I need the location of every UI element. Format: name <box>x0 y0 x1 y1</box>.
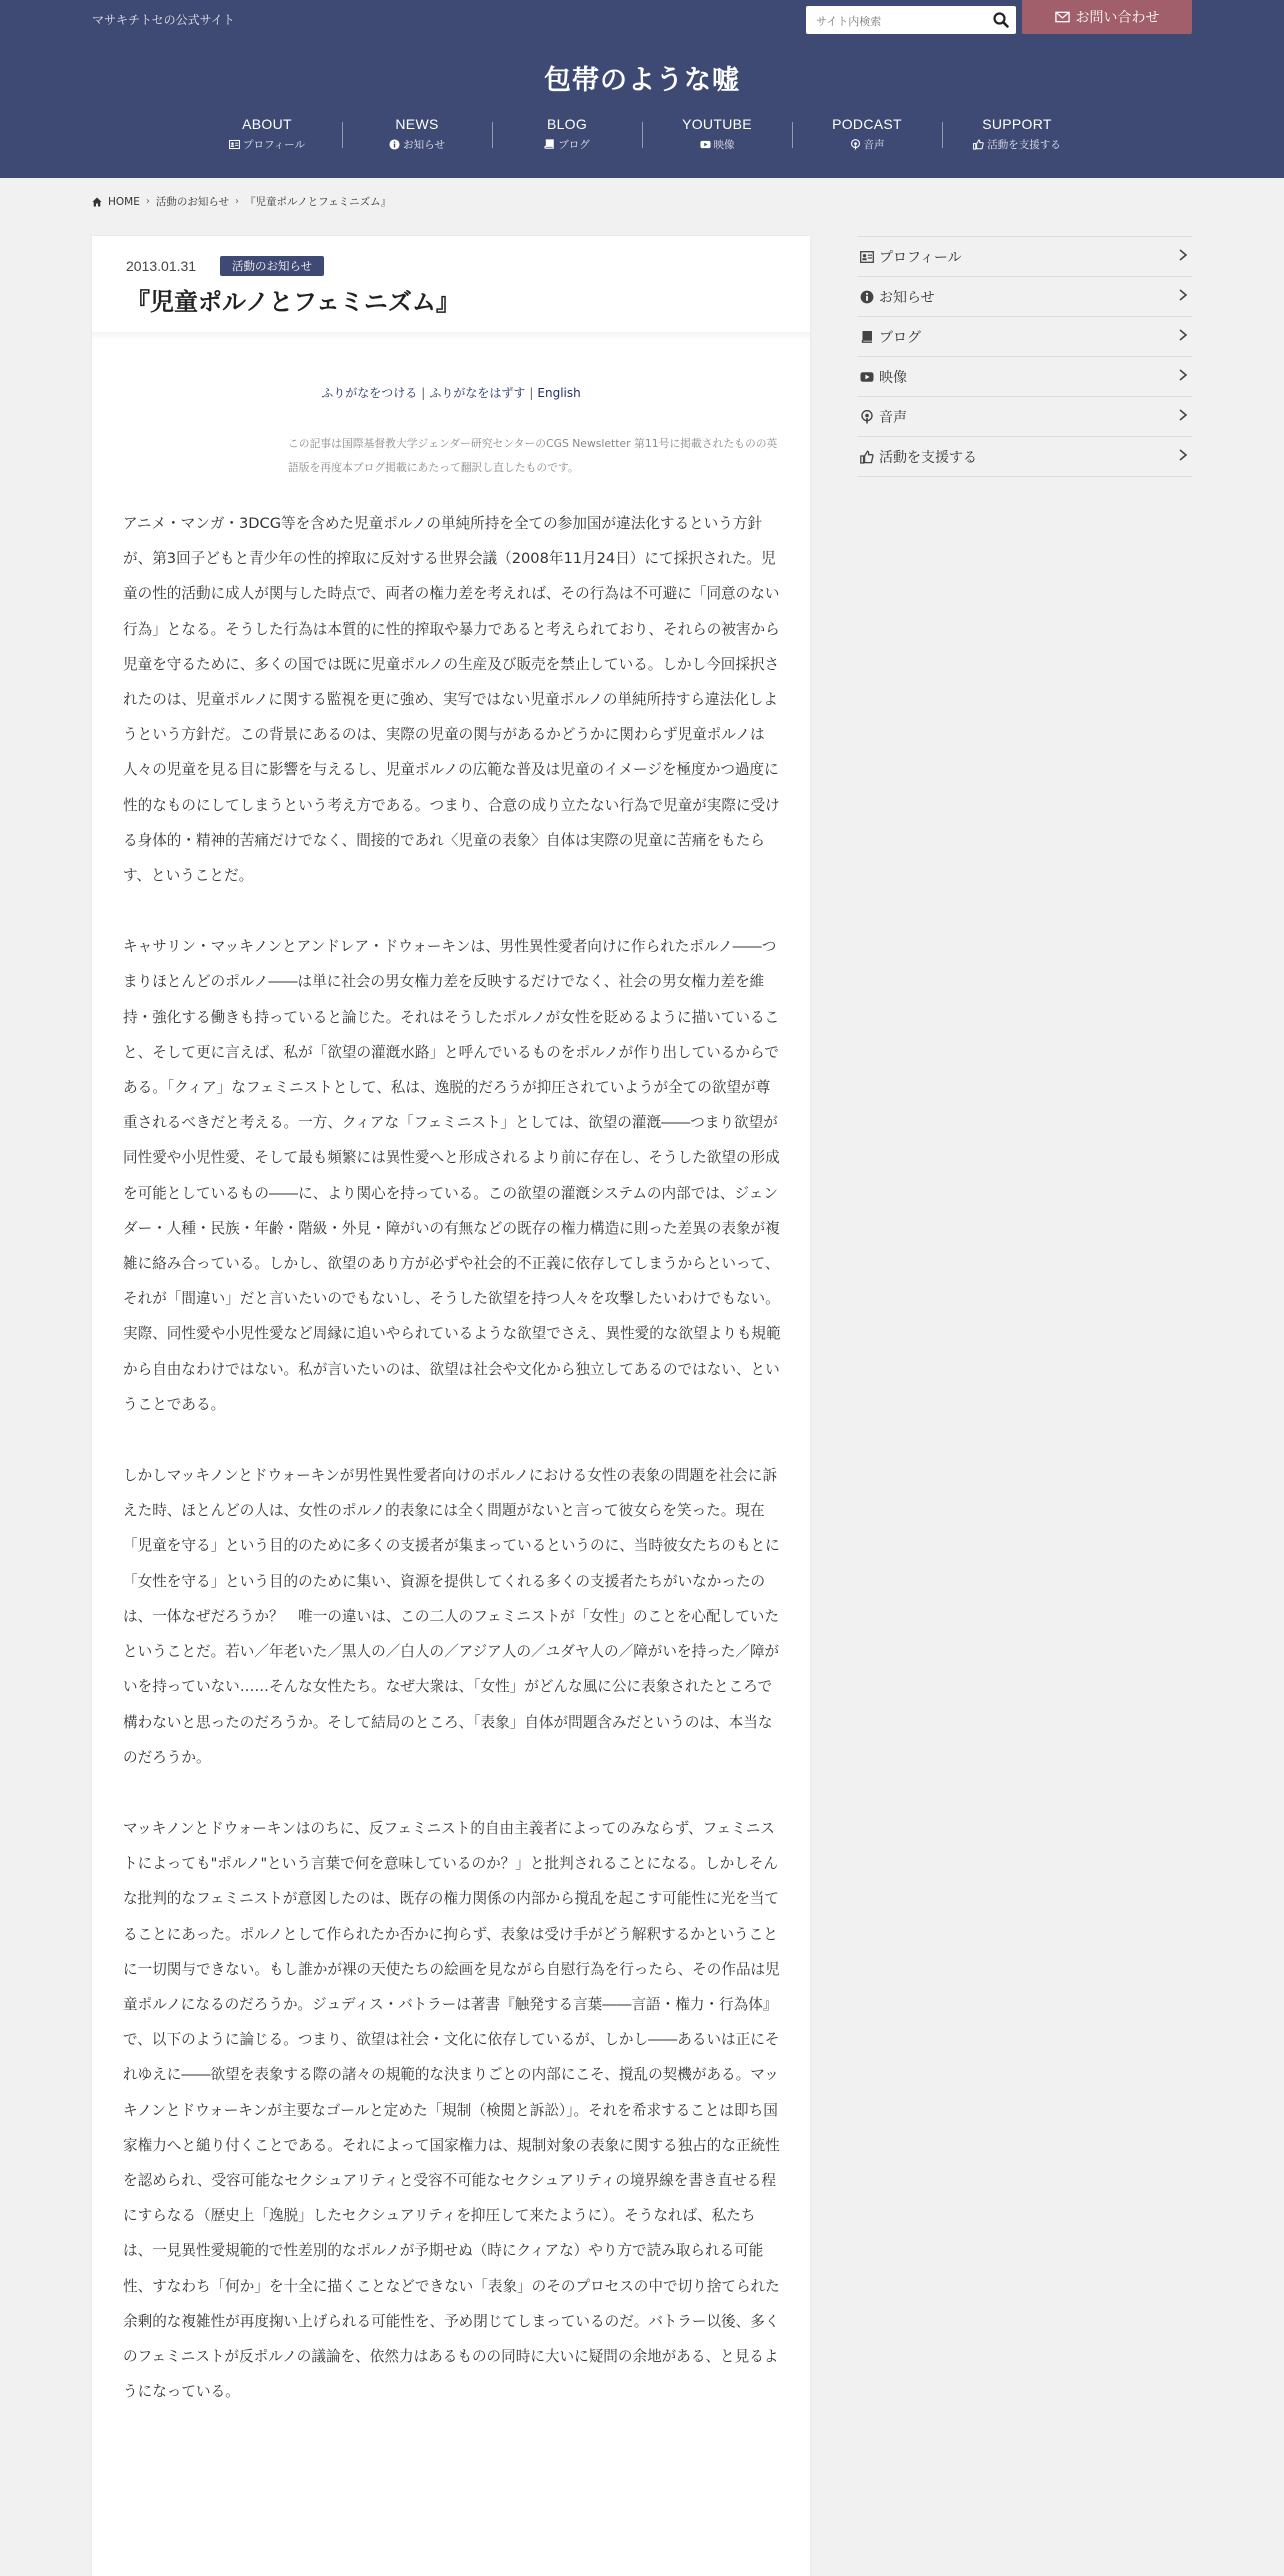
nav-sub-label: プロフィール <box>243 139 305 151</box>
breadcrumb-current: 『児童ポルノとフェミニズム』 <box>245 196 392 208</box>
nav-main-label: YOUTUBE <box>682 116 752 132</box>
youtube-icon <box>700 139 711 150</box>
nav-item-news[interactable] <box>342 116 492 160</box>
language-links <box>92 384 810 401</box>
site-description: マサキチトセの公式サイト <box>92 13 235 27</box>
article <box>92 236 810 2576</box>
chevron-right-icon <box>1178 329 1188 341</box>
book-icon <box>860 330 874 344</box>
chevron-right-icon <box>1178 249 1188 261</box>
nav-main-label: BLOG <box>546 116 588 132</box>
breadcrumb-category[interactable]: 活動のお知らせ <box>155 196 230 208</box>
breadcrumb-home[interactable]: HOME <box>108 195 140 208</box>
nav-item-podcast[interactable] <box>792 116 942 160</box>
nav-main-label: PODCAST <box>832 116 902 132</box>
nav-sub-label: 映像 <box>713 139 735 151</box>
thumbs-up-icon <box>973 139 984 150</box>
podcast-icon <box>860 410 874 424</box>
envelope-icon <box>1055 11 1070 23</box>
nav-main-label: ABOUT <box>242 116 292 132</box>
site-header <box>0 0 1284 178</box>
page-title: 『児童ポルノとフェミニズム』 <box>126 288 460 316</box>
nav-sub-label: お知らせ <box>403 139 445 151</box>
nav-sub-label: 活動を支援する <box>987 139 1061 151</box>
nav-sub-label: 音声 <box>863 139 885 151</box>
breadcrumb <box>92 194 391 209</box>
search-box <box>806 6 1016 34</box>
nav-item-about[interactable] <box>192 116 342 160</box>
nav-main-label: SUPPORT <box>982 116 1052 132</box>
youtube-icon <box>860 370 874 384</box>
contact-button[interactable] <box>1022 0 1192 34</box>
sidebar <box>858 236 1192 477</box>
sidebar-item-support[interactable] <box>858 437 1192 477</box>
chevron-right-icon <box>1178 289 1188 301</box>
separator: | <box>529 386 534 400</box>
chevron-right-icon: › <box>235 196 240 207</box>
book-icon <box>544 139 555 150</box>
sidebar-item-label: お知らせ <box>879 289 935 306</box>
paragraph: キャサリン・マッキノンとアンドレア・ドウォーキンは、男性異性愛者向けに作られたポルノ――つまりほとんどのポルノ――は単に社会の男女権力差を反映するだけでなく、社会の男女権力差を維持・強化する働きも持っていると論じた。それはそうしたポルノが女性を貶めるように描いていること、そして更に言えば、私が「欲望の灌漑水路」と呼んでいるものをポルノが作り出しているからである。「クィア」なフェミニストとして、私は、逸脱的だろうが抑圧されていようが全ての欲望が尊重されるべきだと考える。一方、クィアな「フェミニスト」としては、欲望の灌漑――つまり欲望が同性愛や小児性愛、そして最も頻繁には異性愛へと形成されるより前に存在し、そうした欲望の形成を可能としているもの――に、より関心を持っている。この欲望の灌漑システムの内部では、ジェンダー・人種・民族・年齢・階級・外見・障がいの有無などの既存の権力構造に則った差異の表象が複雑に絡み合っている。しかし、欲望のあり方が必ずや社会的不正義に依存してしまうからといって、それが「間違い」だと言いたいのでもないし、そうした欲望を持つ人々を攻撃したいわけでもない。実際、同性愛や小児性愛など周縁に追いやられているような欲望でさえ、異性愛的な欲望よりも規範から自由なわけではない。私が言いたいのは、欲望は社会や文化から独立してあるのではない、ということである。 <box>123 938 781 1413</box>
ruby-on-link[interactable]: ふりがなをつける <box>321 386 418 400</box>
id-card-icon <box>229 139 240 150</box>
sidebar-item-blog[interactable] <box>858 317 1192 357</box>
english-link[interactable]: English <box>537 386 581 400</box>
article-body <box>123 506 783 2445</box>
global-nav <box>192 116 1092 160</box>
chevron-right-icon <box>1178 369 1188 381</box>
sidebar-item-video[interactable] <box>858 357 1192 397</box>
ruby-off-link[interactable]: ふりがなをはずす <box>429 386 526 400</box>
chevron-right-icon <box>1178 409 1188 421</box>
paragraph: マッキノンとドウォーキンはのちに、反フェミニスト的自由主義者によってのみならず、フェミニストによっても"ポルノ"という言葉で何を意味しているのか？」と批判されることになる。しかしそんな批判的なフェミニストが意図したのは、既存の権力関係の内部から撹乱を起こす可能性に光を当てることにあった。ポルノとして作られたか否かに拘らず、表象は受け手がどう解釈するかということに一切関与できない。もし誰かが裸の天使たちの絵画を見ながら自慰行為を行ったら、その作品は児童ポルノになるのだろうか。ジュディス・バトラーは著書『触発する言葉――言語・権力・行為体』で、以下のように論じる。つまり、欲望は社会・文化に依存しているが、しかし――あるいは正にそれゆえに――欲望を表象する際の諸々の規範的な決まりごとの内部にこそ、撹乱の契機がある。マッキノンとドウォーキンが主要なゴールと定めた「規制（検閲と訴訟）」。それを希求することは即ち国家権力へと縋り付くことである。それによって国家権力は、規制対象の表象に関する独占的な正統性を認められ、受容可能なセクシュアリティと受容不可能なセクシュアリティの境界線を書き直せる程にすらなる（歴史上「逸脱」したセクシュアリティを抑圧して来たように）。そうなれば、私たちは、一見異性愛規範的で性差別的なポルノが予期せぬ（時にクィアな）やり方で読み取られる可能性、すなわち「何か」を十全に描くことなどできない「表象」のそのプロセスの中で切り捨てられた余剰的な複雑性が再度掬い上げられる可能性を、予め閉じてしまっているのだ。バトラー以後、多くのフェミニストが反ポルノの議論を、依然力はあるものの同時に大いに疑問の余地がある、と見るようになっている。 <box>123 1819 780 2401</box>
category-badge[interactable]: 活動のお知らせ <box>220 256 324 276</box>
sidebar-item-profile[interactable] <box>858 236 1192 277</box>
chevron-right-icon <box>1178 449 1188 461</box>
paragraph: しかしマッキノンとドウォーキンが男性異性愛者向けのポルノにおける女性の表象の問題を社会に訴えた時、ほとんどの人は、女性のポルノ的表象には全く問題がないと言って彼女らを笑った。現在「児童を守る」という目的のために多くの支援者が集まっているというのに、当時彼女たちのもとに「女性を守る」という目的のために集い、資源を提供してくれる多くの支援者たちがいなかったのは、一体なぜだろうか？ 唯一の違いは、この二人のフェミニストが「女性」のことを心配していたということだ。若い／年老いた／黒人の／白人の／アジア人の／ユダヤ人の／障がいを持った／障がいを持っていない……そんな女性たち。なぜ大衆は、「女性」がどんな風に公に表象されたところで構わないと思ったのだろうか。そして結局のところ、「表象」自体が問題含みだというのは、本当なのだろうか。 <box>123 1467 780 1766</box>
home-icon <box>92 197 102 207</box>
info-icon <box>389 139 400 150</box>
nav-item-support[interactable] <box>942 116 1092 160</box>
search-icon[interactable] <box>992 11 1010 29</box>
podcast-icon <box>850 139 861 150</box>
info-icon <box>860 290 874 304</box>
nav-item-youtube[interactable] <box>642 116 792 160</box>
sidebar-item-podcast[interactable] <box>858 397 1192 437</box>
search-input[interactable] <box>814 10 978 32</box>
article-note: この記事は国際基督教大学ジェンダー研究センターのCGS Newsletter 第11号に掲載されたものの英語版を再度本ブログ掲載にあたって翻訳し直したものです。 <box>288 437 778 474</box>
sidebar-item-label: 映像 <box>879 369 907 386</box>
nav-sub-label: ブログ <box>558 139 590 151</box>
nav-item-blog[interactable] <box>492 116 642 160</box>
sidebar-item-label: 活動を支援する <box>879 449 977 466</box>
sidebar-item-label: 音声 <box>879 409 907 426</box>
title-divider <box>92 332 810 340</box>
paragraph: アニメ・マンガ・3DCG等を含めた児童ポルノの単純所持を全ての参加国が違法化するという方針が、第3回子どもと青少年の性的搾取に反対する世界会議（2008年11月24日）にて採択された。児童の性的活動に成人が関与した時点で、両者の権力差を考えれば、その行為は不可避に「同意のない行為」となる。そうした行為は本質的に性的搾取や暴力であると考えられており、それらの被害から児童を守るために、多くの国では既に児童ポルノの生産及び販売を禁止している。しかし今回採択されたのは、児童ポルノに関する監視を更に強め、実写ではない児童ポルノの単純所持すら違法化しようという方針だ。この背景にあるのは、実際の児童の関与があるかどうかに関わらず児童ポルノは人々の児童を見る目に影響を与えるし、児童ポルノの広範な普及は児童のイメージを極度かつ過度に性的なものにしてしまうという考え方である。つまり、合意の成り立たない行為で児童が実際に受ける身体的・精神的苦痛だけでなく、間接的であれ〈児童の表象〉自体は実際の児童に苦痛をもたらす、ということだ。 <box>123 515 780 885</box>
site-title[interactable]: 包帯のような嘘 <box>544 65 740 96</box>
sidebar-item-label: ブログ <box>879 329 921 346</box>
separator: | <box>421 386 426 400</box>
chevron-right-icon: › <box>145 196 150 207</box>
sidebar-item-label: プロフィール <box>879 249 962 266</box>
contact-label: お問い合わせ <box>1075 10 1160 26</box>
id-card-icon <box>860 250 874 264</box>
thumbs-up-icon <box>860 450 874 464</box>
post-date: 2013.01.31 <box>126 258 197 274</box>
sidebar-item-news[interactable] <box>858 277 1192 317</box>
nav-main-label: NEWS <box>395 116 439 132</box>
